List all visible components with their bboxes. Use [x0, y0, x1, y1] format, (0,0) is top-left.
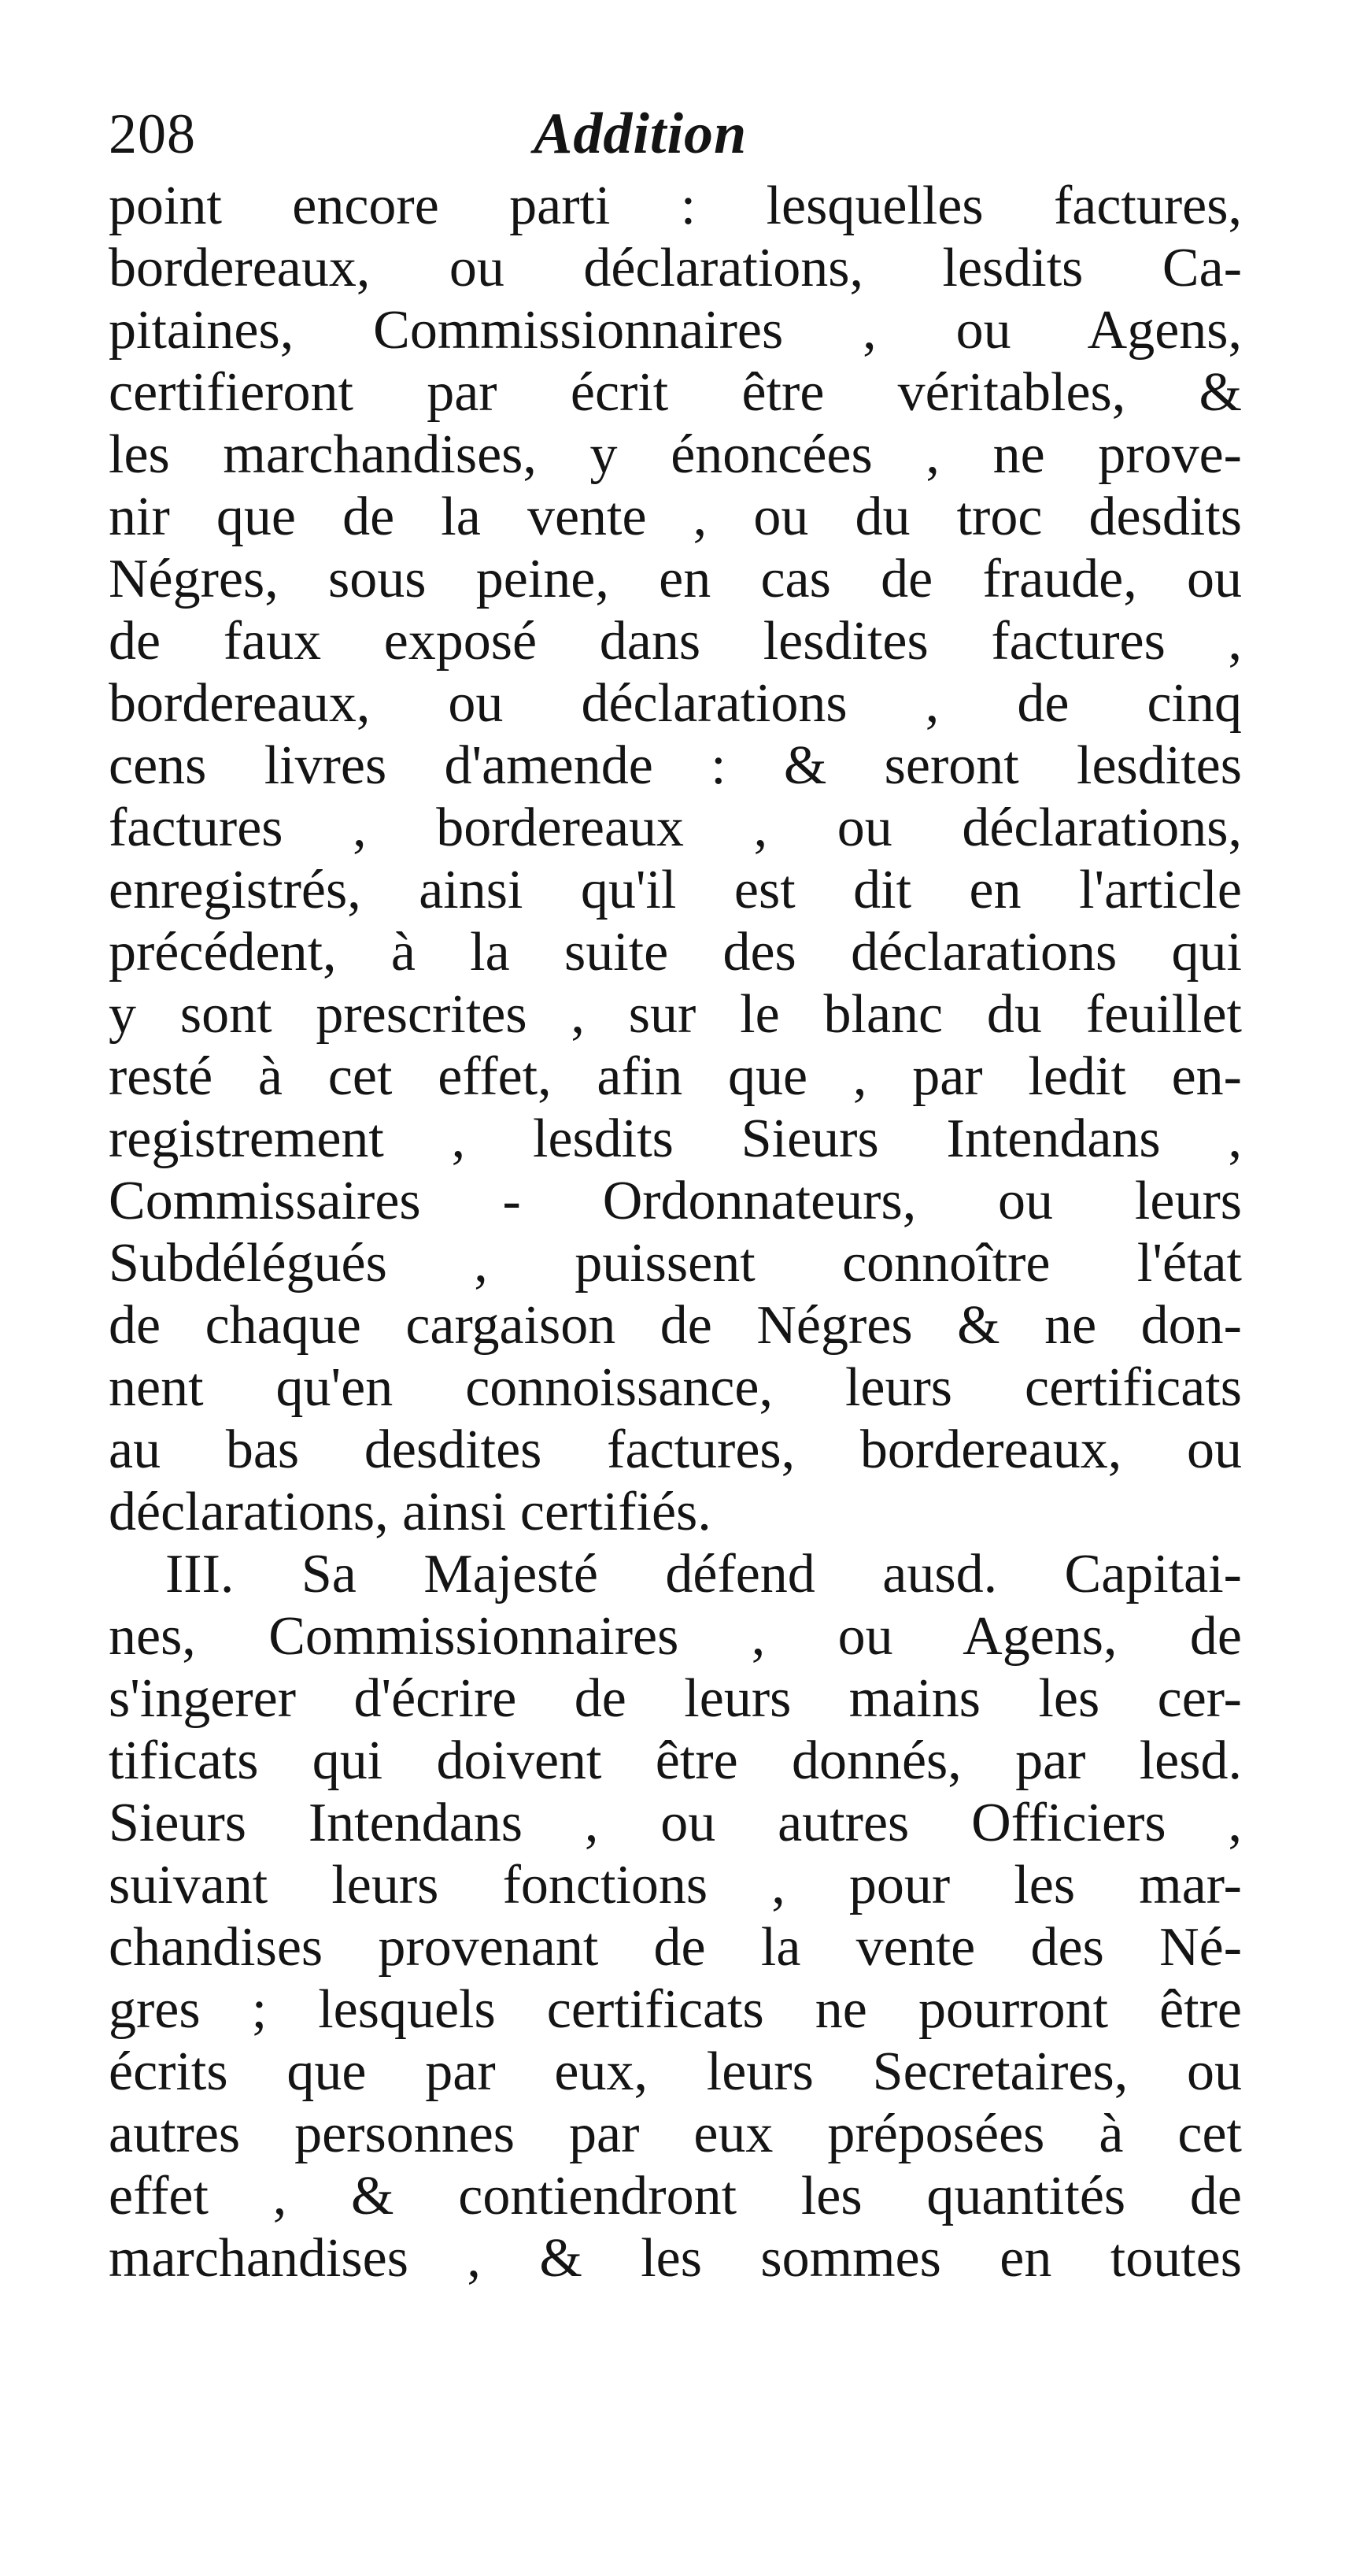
text-line: gres ; lesquels certificats ne pourront être	[109, 1979, 1242, 2040]
text-line: Subdélégués , puissent connoître l'état	[109, 1233, 1242, 1294]
text-line: s'ingerer d'écrire de leurs mains les cer-	[109, 1668, 1242, 1729]
text-line: cens livres d'amende : & seront lesdites	[109, 735, 1242, 796]
text-line: tificats qui doivent être donnés, par lesd.	[109, 1730, 1242, 1791]
body-text	[109, 175, 1242, 2289]
text-line: bordereaux, ou déclarations, lesdits Ca-	[109, 238, 1242, 298]
page-header	[109, 94, 1242, 173]
text-line: écrits que par eux, leurs Secretaires, ou	[109, 2041, 1242, 2102]
paragraph-start-line: III. Sa Majesté défend ausd. Capitai-	[165, 1544, 1242, 1604]
text-line: nent qu'en connoissance, leurs certificats	[109, 1357, 1242, 1418]
text-line: pitaines, Commissionnaires , ou Agens,	[109, 300, 1242, 361]
text-line: précédent, à la suite des déclarations qui	[109, 922, 1242, 983]
page-number: 208	[109, 102, 196, 165]
text-line: de faux exposé dans lesdites factures ,	[109, 611, 1242, 672]
text-line: enregistrés, ainsi qu'il est dit en l'article	[109, 860, 1242, 920]
text-line: chandises provenant de la vente des Né-	[109, 1917, 1242, 1978]
text-line: effet , & contiendront les quantités de	[109, 2166, 1242, 2226]
text-line: factures , bordereaux , ou déclarations,	[109, 798, 1242, 858]
text-line: au bas desdites factures, bordereaux, ou	[109, 1419, 1242, 1480]
text-line: point encore parti : lesquelles factures,	[109, 176, 1242, 236]
text-line: autres personnes par eux préposées à cet	[109, 2104, 1242, 2164]
text-line: Commissaires - Ordonnateurs, ou leurs	[109, 1171, 1242, 1231]
running-title: Addition	[534, 102, 748, 166]
text-line: registrement , lesdits Sieurs Intendans ,	[109, 1108, 1242, 1169]
text-line: nes, Commissionnaires , ou Agens, de	[109, 1606, 1242, 1667]
text-line: certifieront par écrit être véritables, &	[109, 362, 1242, 423]
text-line: de chaque cargaison de Négres & ne don-	[109, 1295, 1242, 1356]
text-line: bordereaux, ou déclarations , de cinq	[109, 673, 1242, 734]
text-line: Négres, sous peine, en cas de fraude, ou	[109, 549, 1242, 609]
text-line: déclarations, ainsi certifiés.	[109, 1482, 711, 1542]
text-line: suivant leurs fonctions , pour les mar-	[109, 1855, 1242, 1915]
text-line: resté à cet effet, afin que , par ledit en-	[109, 1046, 1242, 1107]
text-line: marchandises , & les sommes en toutes	[109, 2228, 1242, 2289]
text-line: y sont prescrites , sur le blanc du feuillet	[109, 984, 1242, 1045]
text-line: les marchandises, y énoncées , ne prove-	[109, 424, 1242, 485]
text-line: nir que de la vente , ou du troc desdits	[109, 487, 1242, 547]
text-line: Sieurs Intendans , ou autres Officiers ,	[109, 1793, 1242, 1853]
